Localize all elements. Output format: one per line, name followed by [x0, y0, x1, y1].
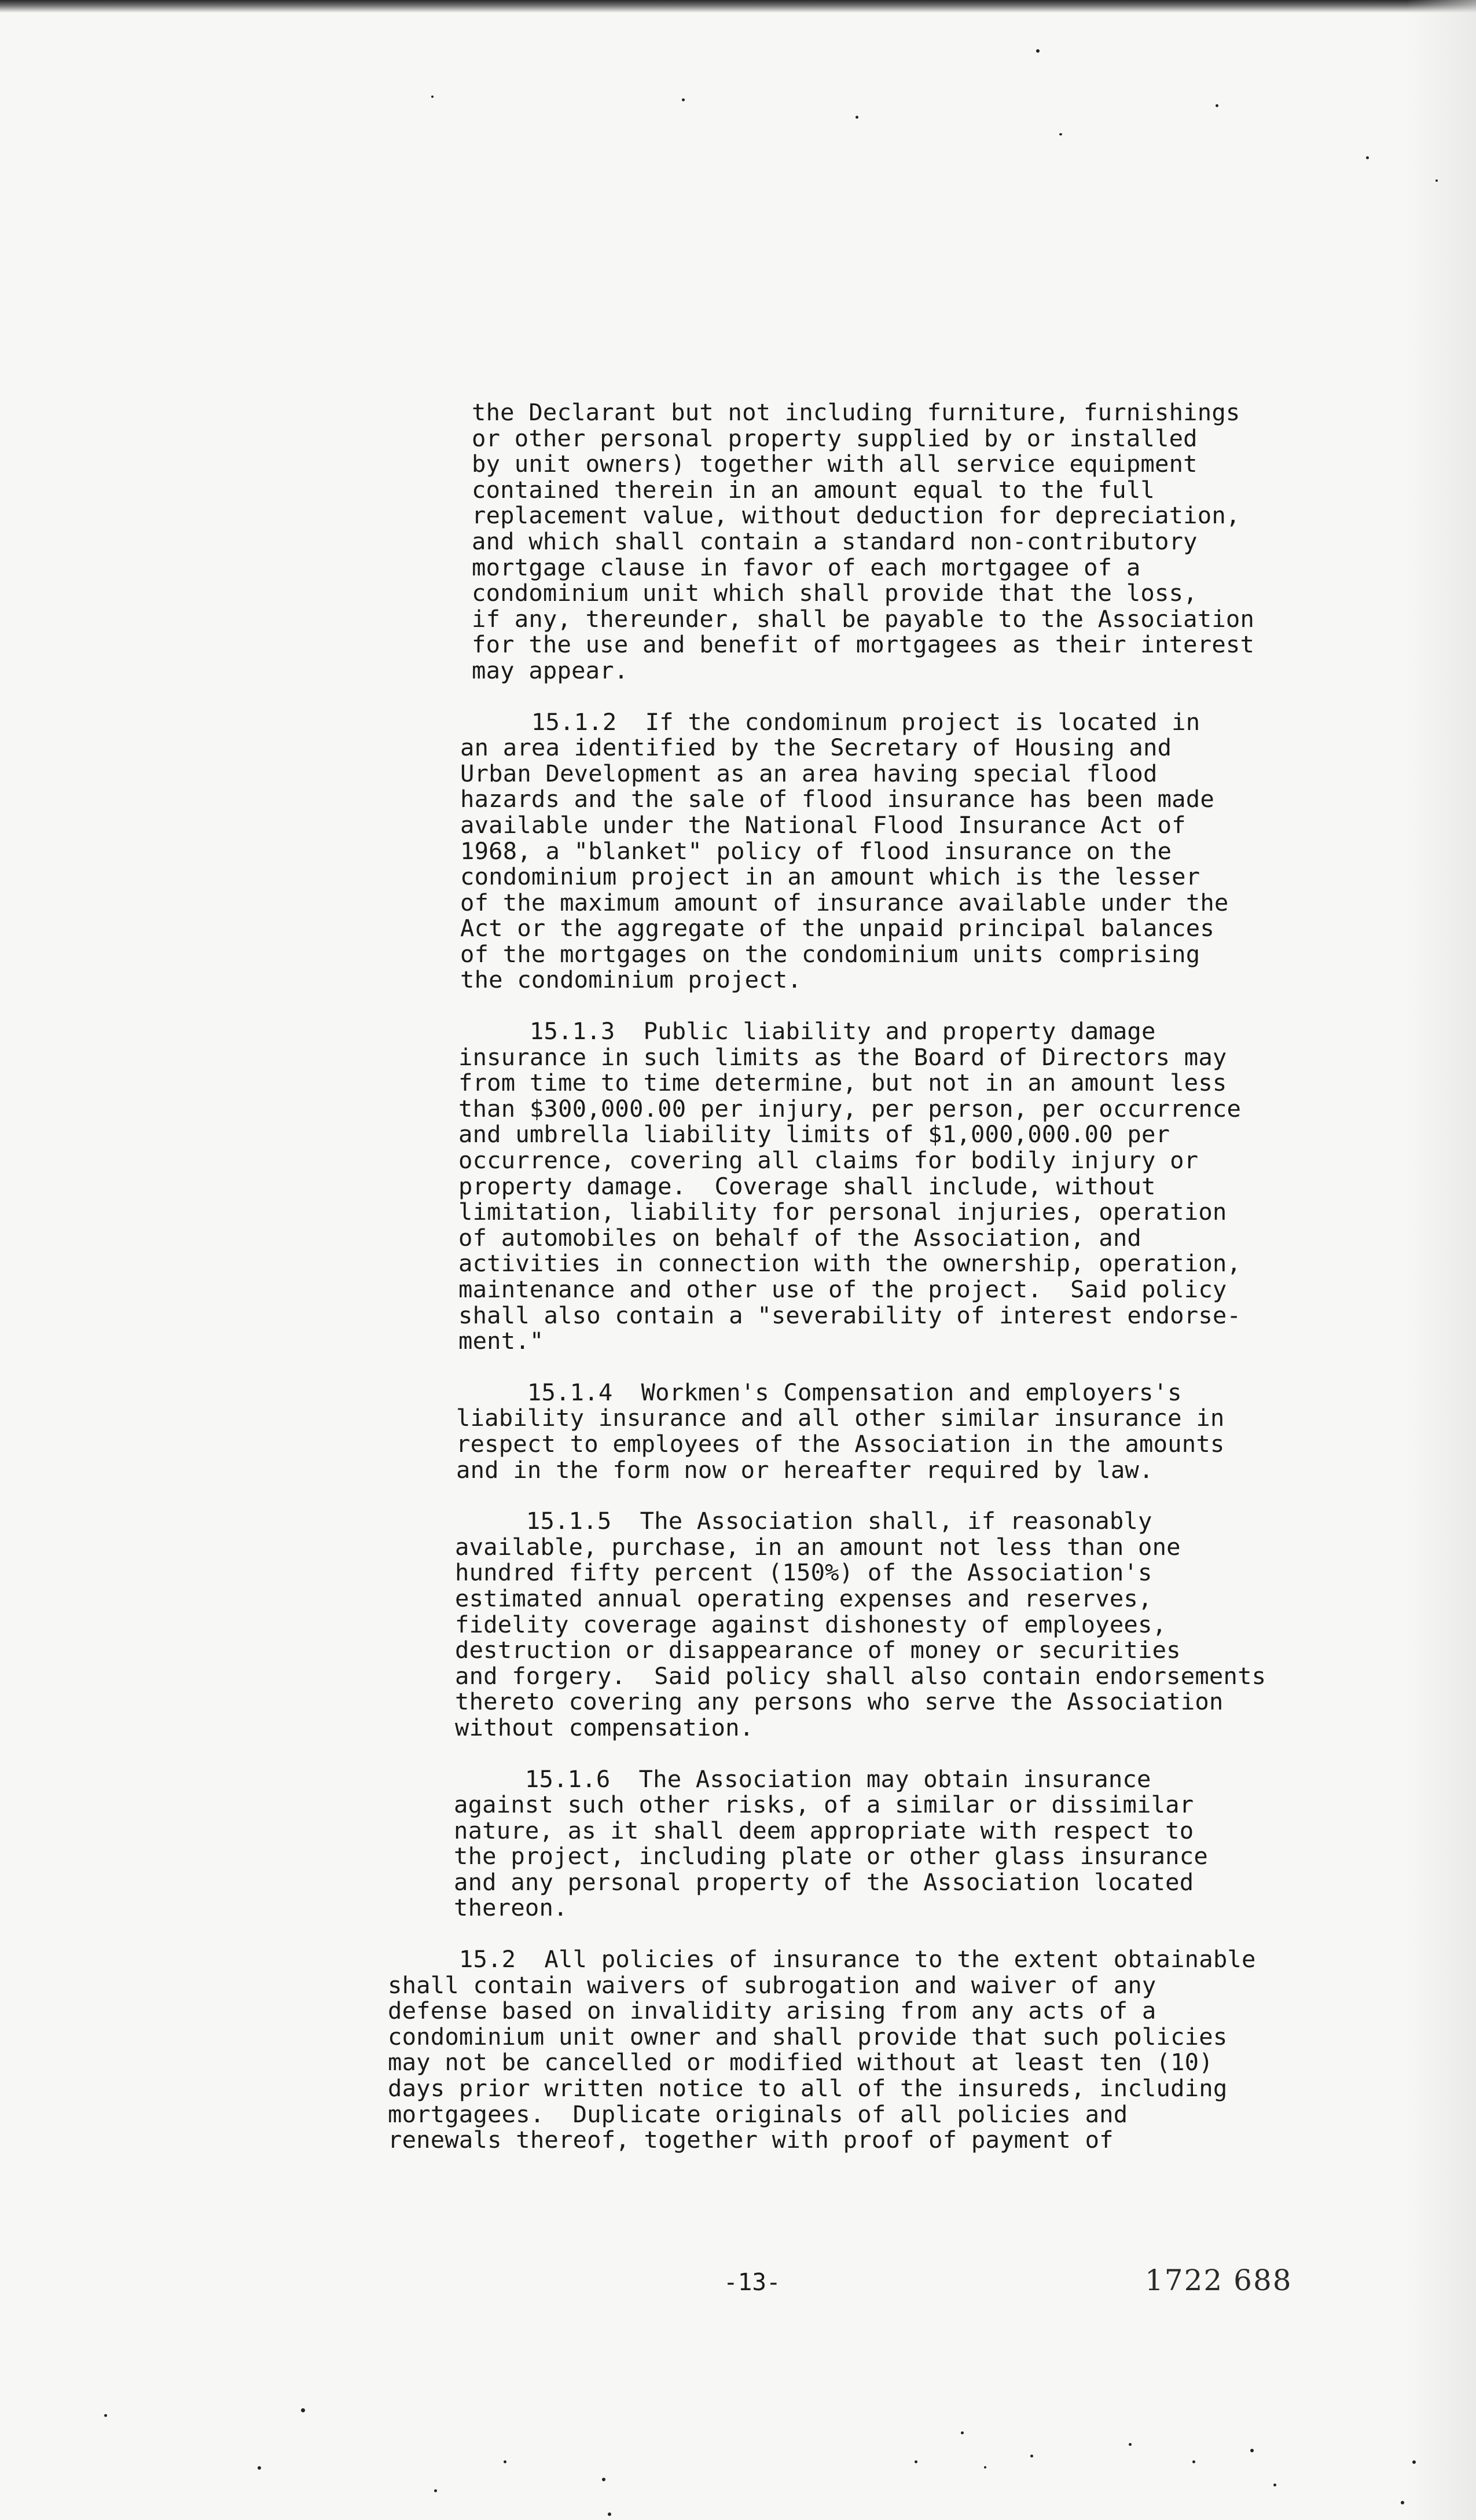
scan-speck [856, 116, 858, 119]
scan-top-edge [0, 0, 1476, 13]
scan-speck [1192, 2460, 1195, 2463]
scan-speck [984, 2466, 986, 2468]
paragraph-15-1-4: 15.1.4 Workmen's Compensation and employers's liability insurance and all other similar insurance in respect to employees of the Association in the amounts and in the form now or hereafter required by law. [456, 1378, 1225, 1484]
scan-speck [301, 2408, 305, 2412]
scan-speck [504, 2460, 506, 2463]
scan-speck [104, 2414, 107, 2417]
scan-speck [1366, 156, 1369, 159]
scan-speck [434, 2489, 437, 2492]
scan-speck [1435, 179, 1438, 182]
scan-speck [1401, 2501, 1404, 2504]
paragraph-15-1-3: 15.1.3 Public liability and property damage insurance in such limits as the Board of Directors may from time to time determine, but not in an amount less than $300,000.00 per injury, per person, per occurrence and umbrella liability limits of $1,000,000.00 per occurrence, covering all claims for bodily injury or property damage. Coverage shall include, without limitation, liability for personal injuries, operation of automobiles on behalf of the Association, and activities in connection with the ownership, operation, maintenance and other use of the project. Said policy shall also contain a "severability of interest endorse- ment." [458, 1017, 1242, 1355]
scan-speck [1250, 2449, 1254, 2452]
scan-speck [1412, 2460, 1416, 2464]
paragraph-continuation: the Declarant but not including furniture, furnishings or other personal property supplied by or installed by unit owners) together with all service equipment contained therein in an amount equal to the full replacement value, without deduction for depreciation, and which shall contain a standard non-contributory mortgage clause in favor of each mortgagee of a condominium unit which shall provide that the loss, if any, thereunder, shall be payable to the Association for the use and benefit of mortgagees as their interest may appear. [472, 398, 1255, 684]
paragraph-15-1-5: 15.1.5 The Association shall, if reasonably available, purchase, in an amount not less than one hundred fifty percent (150%) of the Association's estimated annual operating expenses and reserves, fidelity coverage against dishonesty of employees, destruction or disappearance of money or securities and forgery. Said policy shall also contain endorsements thereto covering any persons who serve the Association without compensation. [455, 1507, 1266, 1741]
scan-speck [1273, 2484, 1276, 2486]
scan-speck [1216, 104, 1218, 107]
scan-speck [608, 2512, 611, 2516]
scan-speck [1129, 2443, 1132, 2446]
paragraph-15-1-6: 15.1.6 The Association may obtain insurance against such other risks, of a similar or dissimilar nature, as it shall deem appropriate with respect to the project, including plate or other glass insurance and any personal property of the Association located thereon. [454, 1765, 1208, 1922]
paragraph-15-1-2: 15.1.2 If the condominum project is located in an area identified by the Secretary of Housing and Urban Development as an area having special flood hazards and the sale of flood insurance has been made available under the National Flood Insurance Act of 1968, a "blanket" policy of flood insurance on the condominium project in an amount which is the lesser of the maximum amount of insurance available under the Act or the aggregate of the unpaid principal balances of the mortgages on the condominium units comprising the condominium project. [460, 707, 1229, 994]
paragraph-15-2: 15.2 All policies of insurance to the extent obtainable shall contain waivers of subrogation and waiver of any defense based on invalidity arising from any acts of a condominium unit owner and shall provide that such policies may not be cancelled or modified without at least ten (10) days prior written notice to all of the insureds, including mortgagees. Duplicate originals of all policies and renewals thereof, together with proof of payment of [388, 1945, 1256, 2154]
scan-speck [915, 2460, 917, 2463]
scan-speck [602, 2478, 605, 2481]
scan-shadow [1407, 0, 1476, 2520]
scan-speck [961, 2431, 964, 2434]
book-page-stamp: 1722 688 [1145, 2264, 1293, 2297]
scan-speck [682, 98, 685, 101]
scan-speck [1036, 49, 1040, 53]
scan-speck [431, 96, 434, 98]
document-body [382, 399, 1360, 2153]
page-number: -13- [724, 2268, 781, 2296]
scan-speck [258, 2466, 261, 2470]
scan-speck [1030, 2455, 1033, 2457]
scan-speck [1059, 133, 1062, 135]
